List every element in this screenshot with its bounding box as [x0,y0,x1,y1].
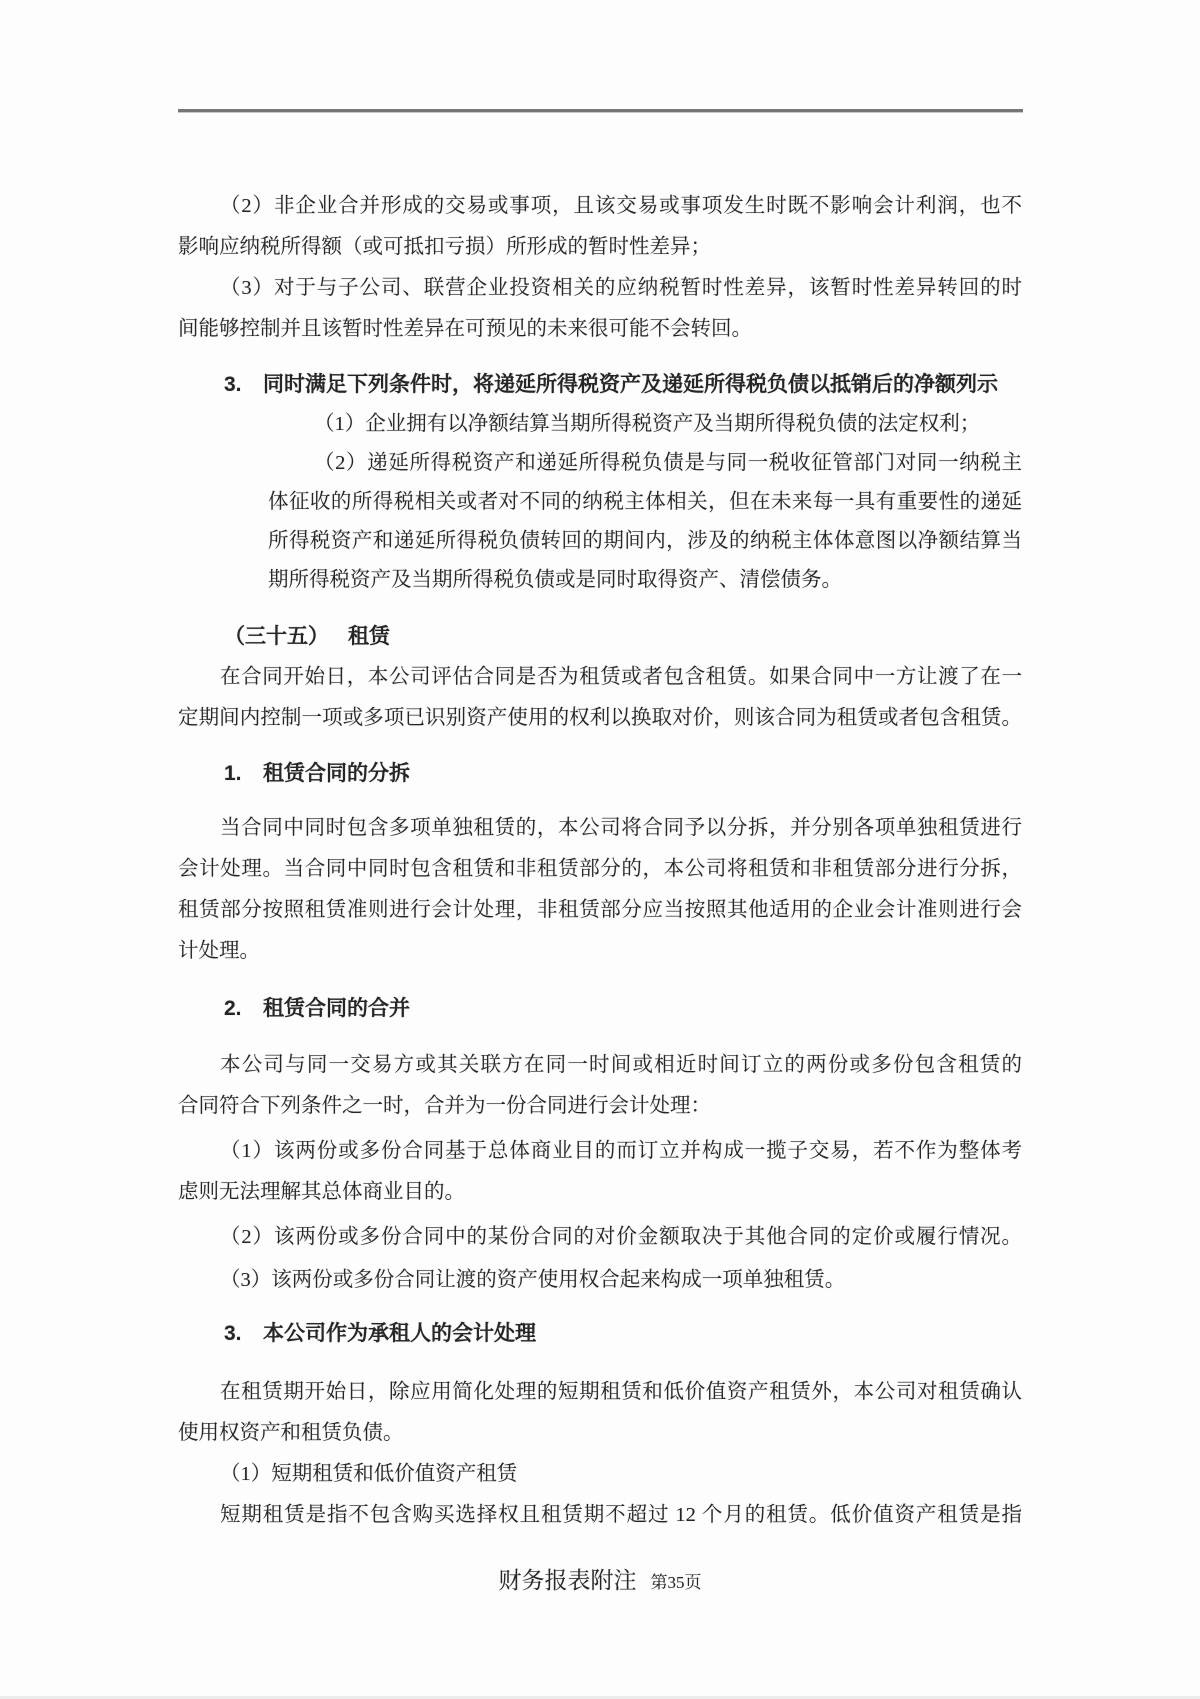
header-divider [178,109,1023,113]
paragraph [178,657,1022,739]
text-line: 定期间内控制一项或多项已识别资产使用的权利以换取对价，则该合同为租赁或者包含租赁。 [178,707,1022,729]
paragraph [178,268,1022,350]
numbered-heading [178,988,1022,1029]
text-line: （3）对于与子公司、联营企业投资相关的应纳税暂时性差异，该暂时性差异转回的时 [220,277,1022,299]
numbered-heading [178,1313,1022,1354]
heading-title: 租赁合同的分拆 [263,762,410,785]
heading-number: 3. [224,1322,242,1345]
paragraph [178,186,1022,268]
paragraph [178,1045,1022,1127]
heading-number: （三十五） [224,625,329,648]
paragraph [178,1260,1022,1301]
text-line: 租赁部分按照租赁准则进行会计处理，非租赁部分应当按照其他适用的企业会计准则进行会 [178,899,1022,921]
footer-page-number: 第35页 [650,1573,702,1592]
text-line: 使用权资产和租赁负债。 [178,1422,404,1444]
text-line: 计处理。 [178,940,260,962]
text-line: （1）企业拥有以净额结算当期所得税资产及当期所得税负债的法定权利； [314,413,981,435]
paragraph [178,1495,1022,1536]
paragraph [178,1217,1022,1258]
heading-title: 同时满足下列条件时，将递延所得税资产及递延所得税负债以抵销后的净额列示 [263,373,998,396]
document-body [178,186,1022,1536]
text-line: 期所得税资产及当期所得税负债或是同时取得资产、清偿债务。 [268,569,842,591]
quote-paragraph [268,444,1022,600]
numbered-heading [178,753,1022,794]
paragraph [178,1372,1022,1454]
section-heading [178,616,1022,657]
footer-title: 财务报表附注 [498,1568,637,1593]
text-line: （2）递延所得税资产和递延所得税负债是与同一税收征管部门对同一纳税主 [314,452,1022,474]
text-line: 在合同开始日，本公司评估合同是否为租赁或者包含租赁。如果合同中一方让渡了在一 [220,666,1022,688]
text-line: （2）非企业合并形成的交易或事项，且该交易或事项发生时既不影响会计利润，也不 [220,195,1022,217]
heading-number: 3. [224,373,242,396]
text-line: 间能够控制并且该暂时性差异在可预见的未来很可能不会转回。 [178,318,752,340]
heading-title: 租赁合同的合并 [263,997,410,1020]
text-line: 虑则无法理解其总体商业目的。 [178,1181,465,1203]
paragraph [178,808,1022,972]
text-line: 体征收的所得税相关或者对不同的纳税主体相关，但在未来每一具有重要性的递延 [268,491,1022,513]
text-line: 当合同中同时包含多项单独租赁的，本公司将合同予以分拆，并分别各项单独租赁进行 [220,817,1022,839]
text-line: 短期租赁是指不包含购买选择权且租赁期不超过 12 个月的租赁。低价值资产租赁是指 [220,1504,1022,1526]
heading-title: 本公司作为承租人的会计处理 [263,1322,536,1345]
page-footer [0,1562,1200,1595]
text-line: 在租赁期开始日，除应用简化处理的短期租赁和低价值资产租赁外，本公司对租赁确认 [220,1381,1022,1403]
heading-number: 2. [224,997,242,1020]
quote-paragraph [268,405,1022,444]
text-line: （1）该两份或多份合同基于总体商业目的而订立并构成一揽子交易，若不作为整体考 [220,1140,1022,1162]
paragraph [178,1131,1022,1213]
text-line: 影响应纳税所得额（或可抵扣亏损）所形成的暂时性差异； [178,236,711,258]
paragraph [178,1454,1022,1495]
text-line: （2）该两份或多份合同中的某份合同的对价金额取决于其他合同的定价或履行情况。 [220,1226,1022,1248]
text-line: 合同符合下列条件之一时，合并为一份合同进行会计处理： [178,1095,711,1117]
text-line: （3）该两份或多份合同让渡的资产使用权合起来构成一项单独租赁。 [220,1269,846,1291]
text-line: （1）短期租赁和低价值资产租赁 [220,1463,518,1485]
text-line: 会计处理。当合同中同时包含租赁和非租赁部分的，本公司将租赁和非租赁部分进行分拆， [178,858,1022,880]
heading-title: 租赁 [348,625,390,648]
numbered-heading [178,364,1022,405]
text-line: 所得税资产和递延所得税负债转回的期间内，涉及的纳税主体体意图以净额结算当 [268,530,1022,552]
heading-number: 1. [224,762,242,785]
text-line: 本公司与同一交易方或其关联方在同一时间或相近时间订立的两份或多份包含租赁的 [220,1054,1022,1076]
